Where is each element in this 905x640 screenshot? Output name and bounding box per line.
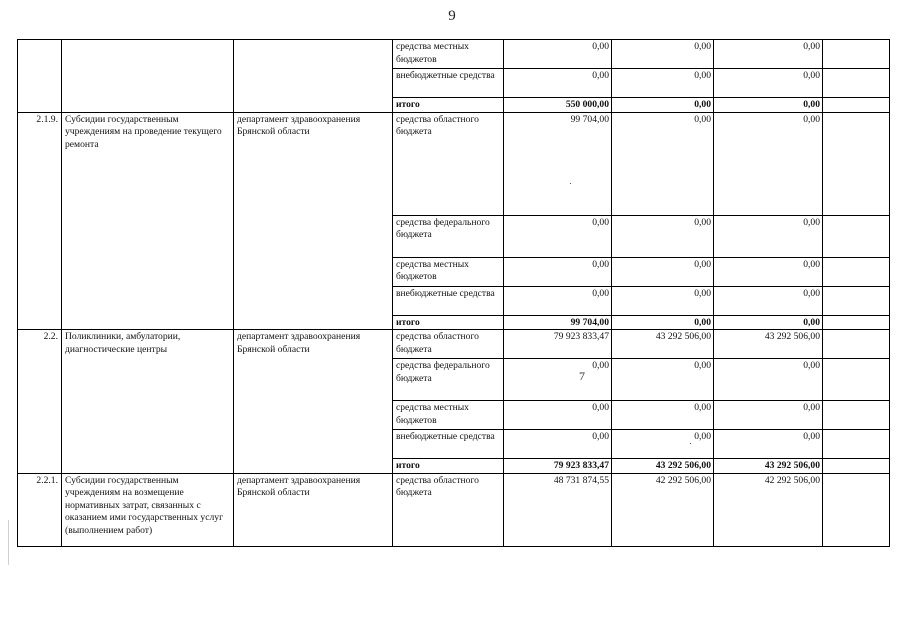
value-cell: 48 731 874,55 <box>504 473 612 546</box>
value-cell: 0,00 <box>504 40 612 69</box>
value-cell: 0,00 <box>504 215 612 257</box>
value-cell: 0,00 <box>504 401 612 430</box>
value-cell: 43 292 506,00 <box>714 459 823 474</box>
value-cell: 99 704,00 <box>504 315 612 330</box>
value-cell: 0,00 <box>612 286 714 315</box>
value-cell: 79 923 833,47 <box>504 459 612 474</box>
value-cell: 0,00 <box>504 286 612 315</box>
source-cell: средства областного бюджета <box>393 473 504 546</box>
value-cell: 0,00 <box>714 112 823 215</box>
table-row <box>18 330 890 359</box>
budget-table <box>17 39 890 547</box>
table-row <box>18 112 890 215</box>
value-cell: 99 704,00 <box>504 112 612 215</box>
value-cell: 43 292 506,00 <box>714 330 823 359</box>
value-cell <box>823 40 890 69</box>
source-cell: итого <box>393 315 504 330</box>
source-cell: внебюджетные средства <box>393 430 504 459</box>
scan-speck <box>690 443 691 444</box>
handwritten-mark: 7 <box>579 369 585 383</box>
value-cell: 42 292 506,00 <box>612 473 714 546</box>
name-cell: Субсидии государственным учреждениям на возмещение нормативных затрат, связанных с оказанием ими государственных услуг (выполнением работ) <box>62 473 234 546</box>
value-cell <box>823 112 890 215</box>
scan-margin-mark <box>8 520 9 565</box>
executor-cell: департамент здравоохранения Брянской области <box>234 473 393 546</box>
code-cell: 2.1.9. <box>18 112 62 330</box>
source-cell: средства областного бюджета <box>393 112 504 215</box>
value-cell <box>823 315 890 330</box>
value-cell <box>823 69 890 98</box>
value-cell: 0,00 <box>714 98 823 113</box>
value-cell: 0,00 <box>714 359 823 401</box>
value-cell <box>823 257 890 286</box>
value-cell: 0,00 <box>714 40 823 69</box>
value-cell: 79 923 833,47 <box>504 330 612 359</box>
value-cell: 0,00 <box>504 69 612 98</box>
value-cell <box>823 98 890 113</box>
table-row <box>18 40 890 69</box>
name-cell: Субсидии государственным учреждениям на проведение текущего ремонта <box>62 112 234 330</box>
value-cell: 0,00 <box>612 430 714 459</box>
name-cell: Поликлиники, амбулатории, диагностические центры <box>62 330 234 474</box>
value-cell: 0,00 <box>714 69 823 98</box>
value-cell: 0,00 <box>612 315 714 330</box>
value-cell: 550 000,00 <box>504 98 612 113</box>
value-cell <box>823 286 890 315</box>
value-cell: 0,00 <box>714 430 823 459</box>
scan-speck <box>570 183 571 184</box>
source-cell: итого <box>393 459 504 474</box>
value-cell <box>823 473 890 546</box>
code-cell <box>18 40 62 113</box>
value-cell: 0,00 <box>612 98 714 113</box>
source-cell: средства областного бюджета <box>393 330 504 359</box>
value-cell <box>823 359 890 401</box>
source-cell: средства местных бюджетов <box>393 257 504 286</box>
value-cell: 0,00 <box>714 286 823 315</box>
source-cell: средства местных бюджетов <box>393 40 504 69</box>
value-cell: 0,00 <box>612 40 714 69</box>
value-cell: 43 292 506,00 <box>612 459 714 474</box>
source-cell: средства федерального бюджета <box>393 359 504 401</box>
value-cell: 0,00 <box>612 359 714 401</box>
source-cell: внебюджетные средства <box>393 69 504 98</box>
value-cell: 0,00 <box>612 215 714 257</box>
name-cell <box>62 40 234 113</box>
executor-cell: департамент здравоохранения Брянской области <box>234 330 393 474</box>
value-cell: 0,00 <box>714 257 823 286</box>
code-cell: 2.2.1. <box>18 473 62 546</box>
value-cell <box>823 430 890 459</box>
executor-cell <box>234 40 393 113</box>
value-cell: 0,00 <box>714 315 823 330</box>
value-cell: 0,00 <box>714 401 823 430</box>
table-row <box>18 473 890 546</box>
value-cell: 43 292 506,00 <box>612 330 714 359</box>
value-cell: 0,00 <box>612 112 714 215</box>
value-cell <box>823 215 890 257</box>
page-number: 9 <box>448 8 457 24</box>
value-cell <box>823 401 890 430</box>
source-cell: средства федерального бюджета <box>393 215 504 257</box>
value-cell <box>823 330 890 359</box>
source-cell: итого <box>393 98 504 113</box>
value-cell: 0,00 <box>612 257 714 286</box>
value-cell: 0,00 <box>504 257 612 286</box>
value-cell: 0,00 <box>714 215 823 257</box>
code-cell: 2.2. <box>18 330 62 474</box>
value-cell: 42 292 506,00 <box>714 473 823 546</box>
value-cell: 0,00 <box>612 69 714 98</box>
source-cell: средства местных бюджетов <box>393 401 504 430</box>
value-cell: 0,00 <box>504 430 612 459</box>
value-cell: 0,00 <box>612 401 714 430</box>
value-cell <box>823 459 890 474</box>
value-cell: 0,00 <box>504 359 612 401</box>
source-cell: внебюджетные средства <box>393 286 504 315</box>
executor-cell: департамент здравоохранения Брянской области <box>234 112 393 330</box>
